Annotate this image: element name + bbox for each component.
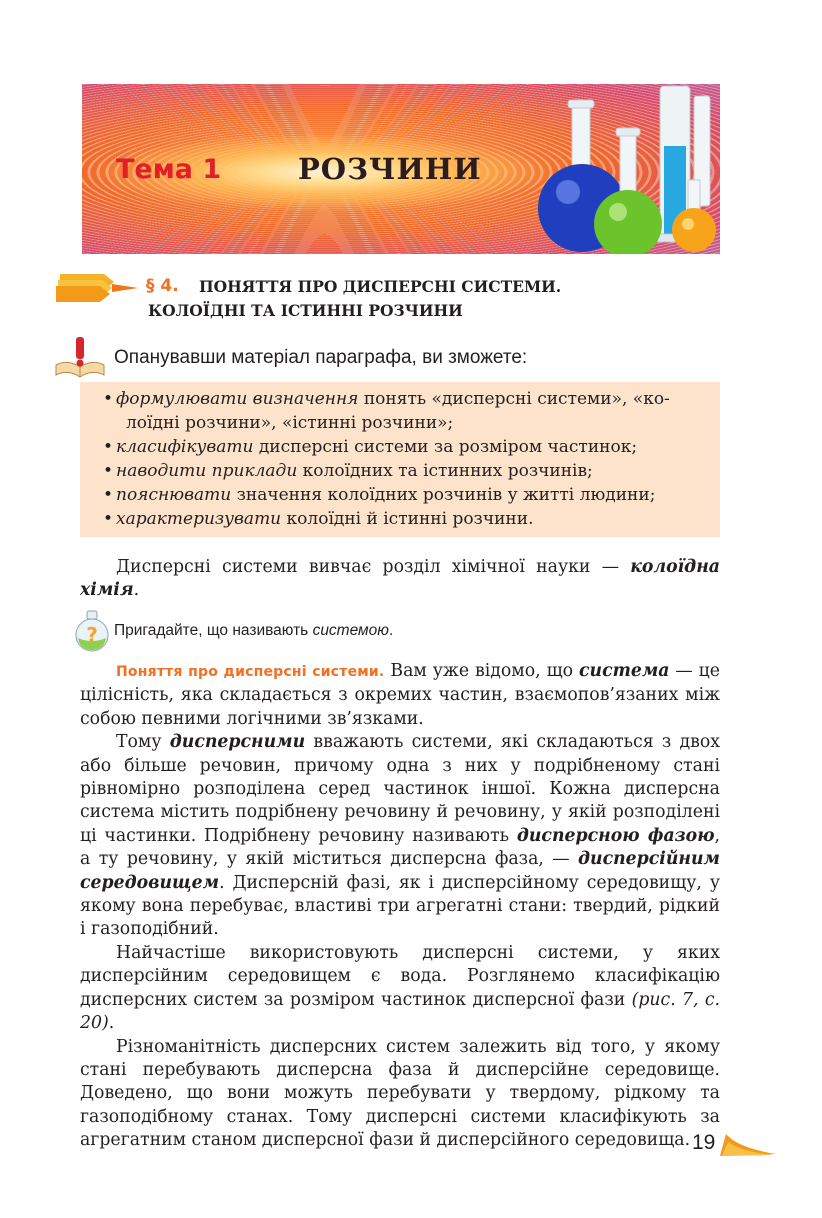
list-item: • класифікувати дисперсні системи за розміром частинок; — [116, 435, 720, 459]
intro-paragraph: Дисперсні системи вивчає розділ хімічної науки — колоїдна хімія. — [80, 557, 720, 601]
goals-box — [80, 382, 720, 537]
question-prompt: Пригадайте, що називають системою. — [114, 622, 394, 639]
page-corner-icon — [718, 1130, 778, 1158]
paragraph: Різноманітність дисперсних систем залежить від того, у якому стані перебувають дисперсна фаза й дисперсійне середовище. Доведено, що вони можуть перебувати у твердому, рідкому та газоподібному станах. Тому дисперсні системи класифікують за агрегатним станом дисперсної фази й дисперсійного середовища. — [80, 1036, 720, 1151]
goals-intro: Опанувавши матеріал параграфа, ви зможете: — [114, 347, 528, 368]
topic-banner — [82, 84, 720, 254]
book-exclamation-icon — [52, 335, 108, 381]
paragraph: Найчастіше використовують дисперсні системи, у яких дисперсійним середовищем є вода. Розглянемо класифікацію дисперсних систем за розміром частинок дисперсної фази (рис. 7, с. 20). — [80, 942, 720, 1034]
topic-title: РОЗЧИНИ — [298, 152, 482, 186]
section-heading — [54, 270, 734, 330]
arrow-pointer-icon — [54, 270, 140, 306]
list-item: • формулювати визначення понять «дисперсні системи», «ко- лоїдні розчини», «істинні розчини»; — [116, 387, 720, 435]
list-item: • наводити приклади колоїдних та істинних розчинів; — [116, 459, 720, 483]
goals-list — [80, 382, 720, 531]
question-flask-icon — [72, 610, 112, 652]
flasks-illustration — [502, 84, 720, 254]
list-item: • характеризувати колоїдні й істинні розчини. — [116, 507, 720, 531]
page-number: 19 — [692, 1131, 716, 1154]
section-number: § 4. — [146, 276, 179, 296]
section-title-line1: ПОНЯТТЯ ПРО ДИСПЕРСНІ СИСТЕМИ. — [199, 277, 562, 296]
list-item: • пояснювати значення колоїдних розчинів у житті людини; — [116, 483, 720, 507]
paragraph: Тому дисперсними вважають системи, які складаються з двох або більше речовин, причому одна з них у подрібненому стані рівномірно розподілена серед частинок іншої. Кожна дисперсна система містить подрібнену речовину й речовину, у якій розподілені ці частинки. Подрібнену речовину називають дисперсною фазою, а ту речовину, у якій міститься дисперсна фаза, — дисперсійним середовищем. Дисперсній фазі, як і дисперсійному середовищу, у якому вона перебуває, властиві три агрегатні стани: твердий, рідкий і газоподібний. — [80, 732, 721, 940]
subsection-heading: Поняття про дисперсні системи. — [116, 664, 385, 680]
section-title-line2: КОЛОЇДНІ ТА ІСТИННІ РОЗЧИНИ — [148, 301, 463, 320]
paragraph: Поняття про дисперсні системи. Вам уже відомо, що система — це цілісність, яка складається з окремих частин, взаємопов’язаних між собою певними логічними зв’язками. — [80, 661, 720, 729]
main-text — [80, 660, 720, 1153]
svg-text:?: ? — [86, 623, 98, 647]
topic-label: Тема 1 — [116, 154, 222, 185]
